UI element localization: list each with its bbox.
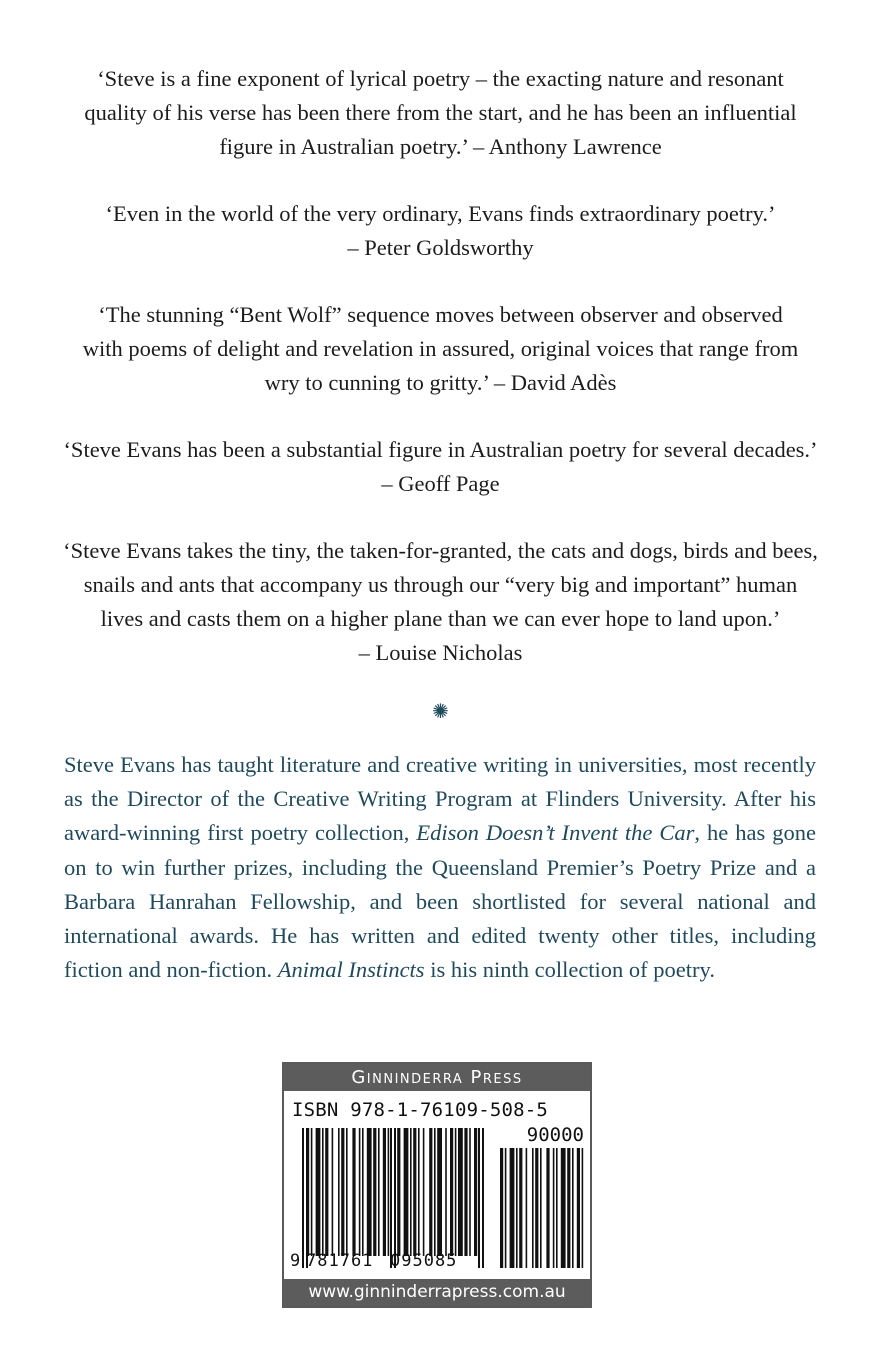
- endorsements: [50, 62, 831, 703]
- barcode-bar: [434, 1128, 436, 1256]
- bio-line: Steve Evans has taught literature and creative writing in universities, most recently: [64, 752, 816, 777]
- barcode-bar: [429, 1128, 432, 1256]
- book-title: Edison Doesn’t Invent the Car: [416, 820, 695, 846]
- barcode-bar: [450, 1128, 453, 1256]
- barcode-bar: [540, 1148, 542, 1268]
- barcode-bar: [519, 1148, 522, 1268]
- barcode-bar: [516, 1148, 518, 1268]
- barcode-bar: [474, 1128, 477, 1256]
- barcode-bar: [341, 1128, 344, 1256]
- barcode-bar: [423, 1128, 425, 1256]
- barcode-bar: [582, 1148, 584, 1268]
- quote-line: ‘Steve Evans has been a substantial figure in Australian poetry for several decades.’: [63, 437, 818, 462]
- author-bio: [64, 748, 816, 987]
- barcode-bar: [367, 1128, 372, 1256]
- quote-line: lives and casts them on a higher plane than we can ever hope to land upon.’: [100, 606, 781, 631]
- bio-text: fiction and non-fiction.: [64, 957, 278, 983]
- barcode-bar: [577, 1148, 580, 1268]
- barcode-guard-bar: [302, 1128, 304, 1268]
- barcode-digit-group: 095085: [390, 1251, 458, 1271]
- quote-line: ‘Steve Evans takes the tiny, the taken-for-granted, the cats and dogs, birds and bees,: [63, 538, 818, 563]
- ornament-icon: ✺: [432, 699, 449, 723]
- barcode-bars: [284, 1064, 590, 1279]
- barcode-digit-group: 781761: [306, 1251, 374, 1271]
- barcode-bar: [556, 1148, 558, 1268]
- quote-line: – Louise Nicholas: [358, 640, 523, 665]
- barcode-bar: [332, 1128, 334, 1256]
- barcode-bar: [316, 1128, 321, 1256]
- barcode-bar: [378, 1128, 380, 1256]
- quote-goldsworthy: [50, 197, 831, 265]
- bio-line: [64, 953, 816, 987]
- quote-line: – Peter Goldsworthy: [347, 235, 534, 260]
- barcode-bar: [464, 1128, 467, 1256]
- barcode-bar: [338, 1128, 340, 1256]
- quote-line: wry to cunning to gritty.’ – David Adès: [264, 370, 617, 395]
- barcode-guard-bar: [306, 1128, 308, 1268]
- barcode-bar: [567, 1148, 570, 1268]
- book-title: Animal Instincts: [277, 957, 425, 983]
- barcode-bar: [455, 1128, 457, 1256]
- barcode-bar: [352, 1128, 355, 1256]
- bio-text: award-winning first poetry collection,: [64, 820, 417, 846]
- barcode-bar: [322, 1128, 324, 1256]
- barcode-bar: [325, 1128, 328, 1256]
- barcode-bar: [500, 1148, 503, 1268]
- barcode-bar: [359, 1128, 361, 1256]
- barcode-digit-first: 9: [290, 1251, 301, 1271]
- barcode-bar: [553, 1148, 555, 1268]
- barcode-bar: [413, 1128, 416, 1256]
- barcode-bar: [532, 1148, 534, 1268]
- quote-line: ‘Steve is a fine exponent of lyrical poetry – the exacting nature and resonant: [97, 66, 784, 91]
- bio-line: on to win further prizes, including the Queensland Premier’s Poetry Prize and a: [64, 854, 816, 880]
- barcode-bar: [445, 1128, 447, 1256]
- barcode-panel: [282, 1062, 592, 1308]
- barcode-bar: [373, 1128, 376, 1256]
- quote-line: figure in Australian poetry.’ – Anthony Lawrence: [219, 134, 662, 159]
- quote-page: [50, 433, 831, 501]
- barcode-bar: [526, 1148, 528, 1268]
- barcode-bar: [410, 1128, 412, 1256]
- quote-lawrence: [50, 62, 831, 164]
- barcode-bar: [404, 1128, 409, 1256]
- bio-line: Barbara Hanrahan Fellowship, and been shortlisted for several national and: [64, 888, 816, 914]
- barcode-bar: [388, 1128, 390, 1256]
- barcode-bar: [397, 1128, 400, 1256]
- price-code: 90000: [526, 1124, 584, 1146]
- quote-line: ‘Even in the world of the very ordinary, Evans finds extraordinary poetry.’: [105, 201, 776, 226]
- barcode-guard-bar: [478, 1128, 480, 1268]
- barcode-bar: [510, 1148, 515, 1268]
- barcode-bar: [346, 1128, 348, 1256]
- barcode-guard-bar: [390, 1128, 392, 1268]
- barcode-bar: [458, 1128, 463, 1256]
- quote-line: – Geoff Page: [381, 471, 500, 496]
- quote-line: ‘The stunning “Bent Wolf” sequence moves between observer and observed: [98, 302, 783, 327]
- barcode-bar: [469, 1128, 471, 1256]
- quote-ades: [50, 298, 831, 400]
- quote-nicholas: [50, 534, 831, 670]
- barcode-bar: [383, 1128, 386, 1256]
- barcode-bar: [505, 1148, 507, 1268]
- barcode-bar: [561, 1148, 566, 1268]
- barcode-bar: [572, 1148, 574, 1268]
- barcode-bar: [535, 1148, 538, 1268]
- bio-text: , he has gone: [694, 820, 817, 846]
- barcode-bar: [362, 1128, 364, 1256]
- bio-line: [64, 816, 816, 850]
- quote-line: snails and ants that accompany us through our “very big and important” human: [83, 572, 798, 597]
- publisher-website: www.ginninderrapress.com.au: [284, 1279, 590, 1306]
- publisher-name: Ginninderra Press: [284, 1064, 590, 1091]
- bio-line: as the Director of the Creative Writing Program at Flinders University. After his: [64, 786, 816, 812]
- quote-line: with poems of delight and revelation in assured, original voices that range from: [82, 336, 799, 361]
- barcode-guard-bar: [394, 1128, 396, 1268]
- isbn-number: ISBN 978-1-76109-508-5: [292, 1099, 549, 1121]
- bio-text: is his ninth collection of poetry.: [424, 957, 715, 983]
- quote-line: quality of his verse has been there from the start, and he has been an influential: [84, 100, 797, 125]
- barcode-bar: [437, 1128, 442, 1256]
- barcode-bar: [546, 1148, 549, 1268]
- bio-line: international awards. He has written and edited twenty other titles, including: [64, 923, 816, 949]
- barcode-bar: [418, 1128, 420, 1256]
- barcode-guard-bar: [482, 1128, 484, 1268]
- barcode-bar: [311, 1128, 313, 1256]
